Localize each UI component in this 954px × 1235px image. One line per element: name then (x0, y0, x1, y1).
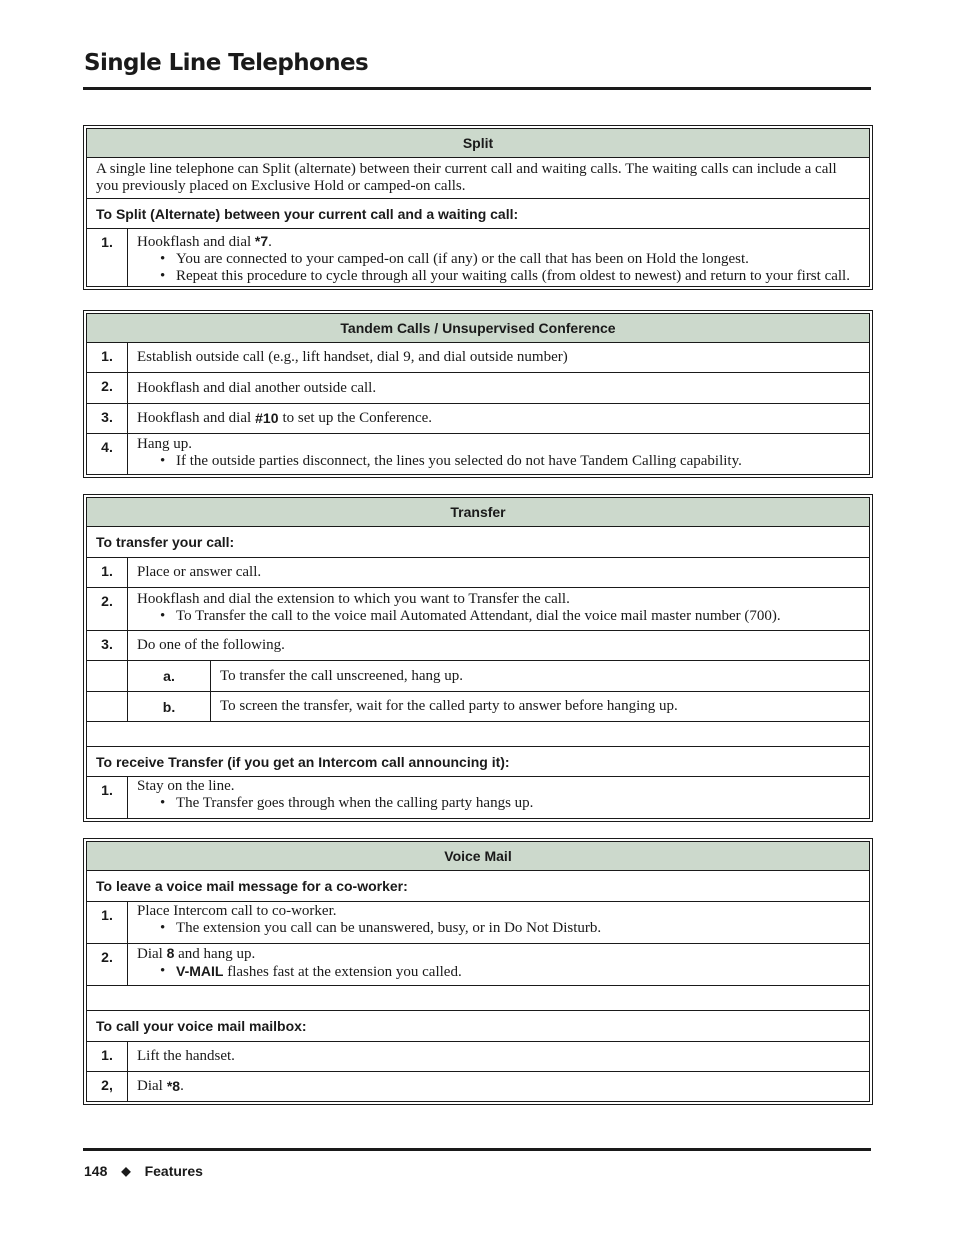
bullet-item: • V-MAIL flashes fast at the extension you called. (160, 963, 462, 980)
step-number: 3. (87, 404, 128, 433)
step-number: 1. (87, 558, 128, 587)
bullet-item: • To Transfer the call to the voice mail Automated Attendant, dial the voice mail master number (700). (160, 608, 781, 624)
transfer-step-3 (86, 631, 870, 661)
step-text-end: and hang up. (174, 946, 256, 962)
step-text-end: . (268, 234, 272, 250)
page-number: 148 (84, 1163, 108, 1179)
page-footer (84, 1163, 203, 1179)
split-header: Split (86, 128, 870, 158)
step-content: Establish outside call (e.g., lift handset, dial 9, and dial outside number) (137, 349, 568, 365)
split-description-row (86, 158, 870, 199)
tandem-header: Tandem Calls / Unsupervised Conference (86, 313, 870, 343)
indicator-label: V-MAIL (176, 963, 224, 979)
split-step-1 (86, 229, 870, 287)
step-number: 2. (87, 373, 128, 403)
transfer-option-a (86, 661, 870, 692)
dial-code: 8 (166, 945, 175, 961)
tandem-step-2 (86, 373, 870, 404)
bullet-item: • The Transfer goes through when the calling party hangs up. (160, 795, 534, 811)
step-content (128, 588, 869, 630)
step-text: Dial (137, 1078, 163, 1094)
spacer-row (86, 722, 870, 747)
step-number: 1. (87, 1042, 128, 1071)
bullet-item: • You are connected to your camped-on call (if any) or the call that has been on Hold the longest. (160, 251, 749, 267)
step-content (128, 434, 869, 474)
step-number: 2, (87, 1072, 128, 1101)
step-number: 1. (87, 343, 128, 372)
dial-code: *8 (166, 1078, 181, 1094)
bullet-item: • If the outside parties disconnect, the lines you selected do not have Tandem Calling capability. (160, 453, 742, 469)
step-content: Do one of the following. (137, 637, 285, 653)
step-number: 1. (87, 777, 128, 818)
voicemail-call-step-1 (86, 1042, 870, 1072)
step-text-end: . (180, 1078, 184, 1094)
step-number: 3. (87, 631, 128, 660)
tandem-step-1 (86, 343, 870, 373)
step-content (128, 777, 869, 818)
voicemail-subheading: To leave a voice mail message for a co-worker: (86, 871, 870, 902)
step-content (128, 1072, 869, 1101)
step-content: Place or answer call. (137, 564, 262, 580)
step-number: 1. (87, 229, 128, 286)
step-content (128, 902, 869, 943)
split-subheading: To Split (Alternate) between your current call and a waiting call: (86, 199, 870, 229)
bullet-text: flashes fast at the extension you called. (223, 964, 462, 980)
transfer-header: Transfer (86, 497, 870, 527)
step-text: Place Intercom call to co-worker. (137, 903, 337, 919)
footer-rule (83, 1148, 871, 1151)
step-text: Hookflash and dial (137, 410, 252, 426)
step-content (128, 229, 869, 286)
step-number: 2. (87, 588, 128, 630)
title-rule (83, 87, 871, 90)
voicemail-call-subheading: To call your voice mail mailbox: (86, 1011, 870, 1042)
empty-cell (87, 661, 128, 691)
dial-code: *7 (254, 233, 269, 249)
voicemail-step-2 (86, 944, 870, 986)
option-text: To screen the transfer, wait for the called party to answer before hanging up. (220, 698, 678, 714)
transfer-step-1 (86, 558, 870, 588)
option-text: To transfer the call unscreened, hang up. (220, 667, 464, 684)
diamond-icon: ◆ (121, 1164, 131, 1178)
section-name: Features (144, 1163, 203, 1179)
dial-code: #10 (255, 410, 279, 426)
step-text: Hang up. (137, 436, 192, 452)
step-content: Lift the handset. (137, 1048, 235, 1064)
tandem-table (83, 310, 873, 478)
tandem-step-4 (86, 434, 870, 475)
voicemail-header: Voice Mail (86, 841, 870, 871)
transfer-table (83, 494, 873, 822)
step-content (128, 944, 869, 985)
voicemail-call-step-2 (86, 1072, 870, 1102)
transfer-receive-step-1 (86, 777, 870, 819)
empty-cell (87, 692, 128, 721)
transfer-receive-subheading: To receive Transfer (if you get an Intercom call announcing it): (86, 747, 870, 777)
split-description: A single line telephone can Split (alternate) between their current call and waiting calls. The waiting calls can include a call you previously placed on Exclusive Hold or camped-on calls. (96, 161, 837, 194)
step-text: Hookflash and dial the extension to which you want to Transfer the call. (137, 591, 570, 607)
bullet-item: • Repeat this procedure to cycle through all your waiting calls (from oldest to newest) and return to your first call. (160, 268, 850, 284)
split-table (83, 125, 873, 290)
option-letter: b. (128, 692, 211, 721)
option-letter: a. (128, 661, 211, 691)
page-title: Single Line Telephones (84, 50, 369, 76)
transfer-option-b (86, 692, 870, 722)
step-text-end: to set up the Conference. (282, 410, 433, 426)
step-number: 1. (87, 902, 128, 943)
step-number: 4. (87, 434, 128, 474)
step-text: Dial (137, 946, 167, 962)
voicemail-table (83, 838, 873, 1105)
step-number: 2. (87, 944, 128, 985)
transfer-subheading: To transfer your call: (86, 527, 870, 558)
spacer-row (86, 986, 870, 1011)
step-content: Hookflash and dial another outside call. (137, 379, 377, 396)
step-text: Stay on the line. (137, 778, 235, 794)
voicemail-step-1 (86, 902, 870, 944)
tandem-step-3 (86, 404, 870, 434)
bullet-item: • The extension you call can be unanswered, busy, or in Do Not Disturb. (160, 920, 602, 936)
step-content (128, 404, 869, 433)
step-text: Hookflash and dial (137, 234, 255, 250)
transfer-step-2 (86, 588, 870, 631)
